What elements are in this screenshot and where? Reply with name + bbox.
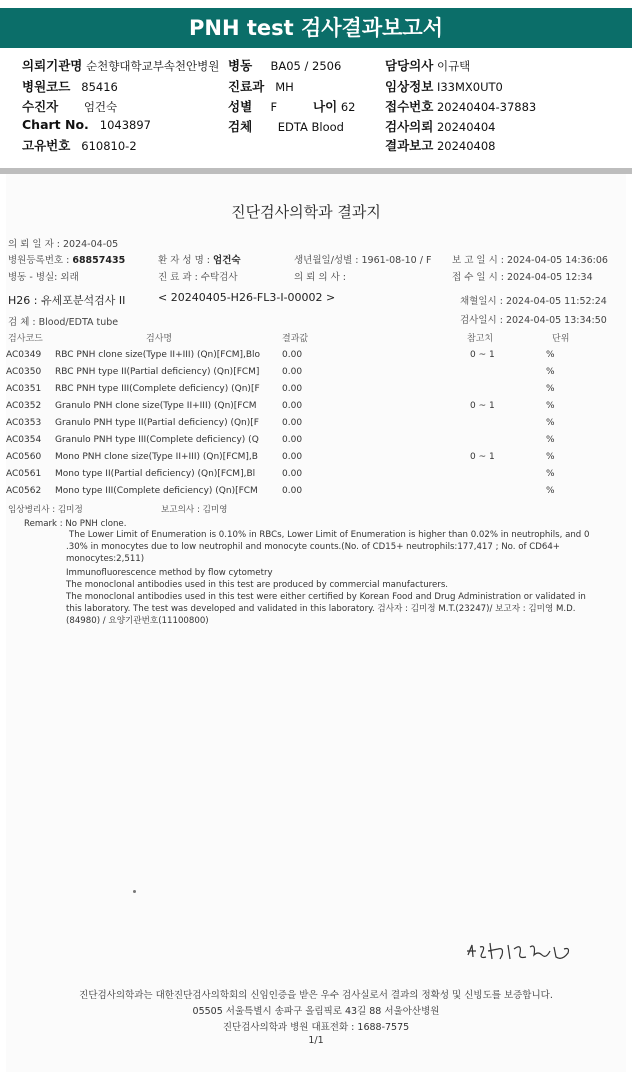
cell-code: AC0561 xyxy=(6,469,42,479)
cell-code: AC0560 xyxy=(6,452,42,462)
cell-unit: % xyxy=(546,350,555,360)
cell-unit: % xyxy=(546,435,555,445)
col-ref-header: 참고치 xyxy=(467,334,494,344)
cell-unit: % xyxy=(546,469,555,479)
cell-name: Mono type III(Complete deficiency) (Qn)[FCM xyxy=(55,486,258,496)
clinical-info-field: 임상정보 I33MX0UT0 xyxy=(385,79,503,94)
age-field: 나이 62 xyxy=(313,99,356,114)
report-date-field: 결과보고 20240408 xyxy=(385,138,496,153)
ward-room: 병동 - 병실: 외래 xyxy=(8,272,79,283)
ward-field: 병동 BA05 / 2506 xyxy=(228,58,342,73)
pathologist: 임상병리사 : 김미정 xyxy=(8,505,83,515)
cell-unit: % xyxy=(546,486,555,496)
request-date-field: 검사의뢰 20240404 xyxy=(385,119,496,134)
accession-number: < 20240405-H26-FL3-I-00002 > xyxy=(158,291,336,304)
remark-line: Immunofluorescence method by flow cytometry xyxy=(66,568,273,578)
remark-line: The Lower Limit of Enumeration is 0.10% in RBCs, Lower Limit of Enumeration is higher than 0.02% in neutrophils, and 0 xyxy=(69,530,590,540)
remark-line: .30% in monocytes due to low neutrophil and monocyte counts.(No. of CD15+ neutrophils:177,417 ; No. of CD64+ xyxy=(66,542,560,552)
cell-result: 0.00 xyxy=(282,469,303,479)
cell-code: AC0351 xyxy=(6,384,42,394)
cell-unit: % xyxy=(546,384,555,394)
cell-result: 0.00 xyxy=(282,435,303,445)
remark-line: The monoclonal antibodies used in this test are produced by commercial manufacturers. xyxy=(66,580,449,590)
remark-line: Remark : No PNH clone. xyxy=(24,519,127,529)
sheet-title: 진단검사의학과 결과지 xyxy=(231,203,381,221)
table-row xyxy=(6,348,606,364)
footer-certification: 진단검사의학과는 대한진단검사의학회의 신임인증을 받은 우수 검사실로서 결과의 정확성 및 신빙도를 보증합니다. xyxy=(79,990,553,1001)
footer-contact: 진단검사의학과 병원 대표전화 : 1688-7575 xyxy=(222,1022,410,1033)
specimen-field: 검체 EDTA Blood xyxy=(228,119,344,134)
patient-name: 환 자 성 명 : 엄건숙 xyxy=(158,255,241,266)
remark-line: The monoclonal antibodies used in this test were either certified by Korean Food and Drug Administration or validated in xyxy=(66,592,586,602)
cell-ref: 0 ~ 1 xyxy=(470,350,495,360)
remark-line: this laboratory. The test was developed and validated in this laboratory. 검사자 : 김미정 M.T.(23247)/ 보고자 : 김미영 M.D. xyxy=(66,604,576,614)
requester: 의 뢰 의 사 : xyxy=(294,272,346,283)
footer-address: 05505 서울특별시 송파구 올림픽로 43길 88 서울아산병원 xyxy=(192,1006,440,1017)
reg-no: 병원등록번호 : 68857435 xyxy=(8,255,126,266)
collect-datetime: 채혈일시 : 2024-04-05 11:52:24 xyxy=(460,296,607,307)
col-result-header: 결과값 xyxy=(282,334,309,344)
report-banner: PNH test 검사결과보고서 xyxy=(0,8,632,48)
speck xyxy=(133,890,136,893)
cell-result: 0.00 xyxy=(282,452,303,462)
cell-name: Granulo PNH type II(Partial deficiency) (Qn)[F xyxy=(55,418,259,428)
col-code-header: 검사코드 xyxy=(8,334,43,344)
cell-ref: 0 ~ 1 xyxy=(470,401,495,411)
cell-code: AC0354 xyxy=(6,435,42,445)
cell-ref: 0 ~ 1 xyxy=(470,452,495,462)
cell-result: 0.00 xyxy=(282,367,303,377)
col-name-header: 검사명 xyxy=(146,334,173,344)
cell-result: 0.00 xyxy=(282,418,303,428)
page-number: 1/1 xyxy=(308,1035,324,1046)
receipt-datetime: 접 수 일 시 : 2024-04-05 12:34 xyxy=(452,272,593,283)
cell-code: AC0353 xyxy=(6,418,42,428)
cell-name: Granulo PNH type III(Complete deficiency) (Q xyxy=(55,435,259,445)
cell-code: AC0352 xyxy=(6,401,42,411)
cell-unit: % xyxy=(546,418,555,428)
table-row xyxy=(6,450,606,466)
cell-unit: % xyxy=(546,401,555,411)
receipt-field: 접수번호 20240404-37883 xyxy=(385,99,537,114)
remark-line: (84980) / 요양기관번호(11100800) xyxy=(66,616,209,626)
test-title: H26 : 유세포분석검사 II xyxy=(8,294,126,307)
test-datetime: 검사일시 : 2024-04-05 13:34:50 xyxy=(460,315,607,326)
col-unit-header: 단위 xyxy=(552,334,570,344)
cell-unit: % xyxy=(546,367,555,377)
doctor-field: 담당의사 이규택 xyxy=(385,58,471,73)
request-date: 의 뢰 일 자 : 2024-04-05 xyxy=(8,239,119,250)
remark-line: monocytes:2,511) xyxy=(66,554,145,564)
table-row xyxy=(6,433,606,449)
dept-field: 진료과 MH xyxy=(228,79,294,94)
report-datetime: 보 고 일 시 : 2024-04-05 14:36:06 xyxy=(452,255,608,266)
cell-code: AC0562 xyxy=(6,486,42,496)
cell-result: 0.00 xyxy=(282,384,303,394)
table-row xyxy=(6,399,606,415)
cell-name: RBC PNH type III(Complete deficiency) (Qn)[F xyxy=(55,384,260,394)
table-row xyxy=(6,416,606,432)
table-row xyxy=(6,484,606,500)
cell-result: 0.00 xyxy=(282,350,303,360)
chart-no-field: Chart No. 1043897 xyxy=(22,117,151,132)
hospital-code-field: 병원코드 85416 xyxy=(22,79,118,94)
report-header xyxy=(0,50,632,168)
scan-dept: 진 료 과 : 수탁검사 xyxy=(158,272,238,283)
sex-field: 성별 F xyxy=(228,99,278,114)
cell-name: RBC PNH type II(Partial deficiency) (Qn)[FCM] xyxy=(55,367,260,377)
scan-specimen: 검 체 : Blood/EDTA tube xyxy=(8,317,119,328)
cell-name: Mono type II(Partial deficiency) (Qn)[FCM],Bl xyxy=(55,469,256,479)
cell-name: Mono PNH clone size(Type II+III) (Qn)[FCM],B xyxy=(55,452,258,462)
cell-code: AC0350 xyxy=(6,367,42,377)
cell-result: 0.00 xyxy=(282,401,303,411)
table-row xyxy=(6,467,606,483)
cell-unit: % xyxy=(546,452,555,462)
cell-result: 0.00 xyxy=(282,486,303,496)
handwritten-signature xyxy=(464,937,584,967)
reporting-doctor: 보고의사 : 김미영 xyxy=(161,505,228,515)
birth-sex: 생년월일/성별 : 1961-08-10 / F xyxy=(294,255,432,266)
table-row xyxy=(6,365,606,381)
cell-code: AC0349 xyxy=(6,350,42,360)
cell-name: Granulo PNH clone size(Type II+III) (Qn)[FCM xyxy=(55,401,257,411)
scanned-result-sheet xyxy=(6,174,626,1072)
institution-field: 의뢰기관명 순천향대학교부속천안병원 xyxy=(22,58,220,73)
patient-field: 수진자 엄건숙 xyxy=(22,99,118,114)
cell-name: RBC PNH clone size(Type II+III) (Qn)[FCM],Blo xyxy=(55,350,261,360)
unique-id-field: 고유번호 610810-2 xyxy=(22,138,137,153)
table-row xyxy=(6,382,606,398)
